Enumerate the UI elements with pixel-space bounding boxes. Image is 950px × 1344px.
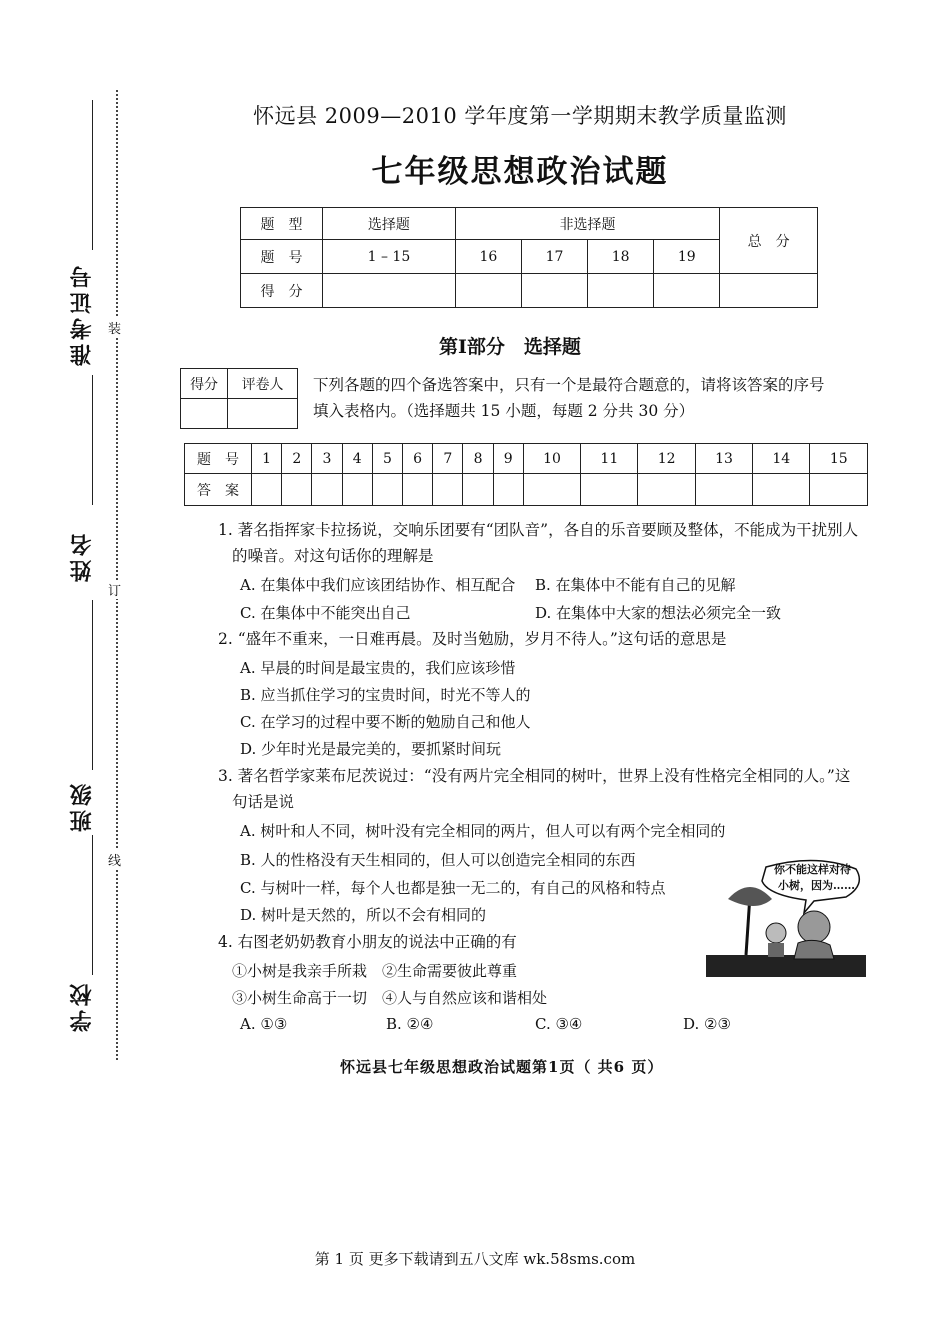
q2-option-a: A. 早晨的时间是最宝贵的，我们应该珍惜 [240,659,516,677]
name-label: 姓名 [69,530,95,582]
score-table-cell: 选择题 [323,208,456,240]
q2-option-b: B. 应当抓住学习的宝贵时间，时光不等人的 [240,686,531,704]
answer-cell[interactable] [753,474,810,506]
answer-table-number: 13 [695,444,752,474]
class-label: 班级 [69,780,95,832]
q4-option-c: C. ③④ [535,1015,583,1033]
q1-option-c: C. 在集体中不能突出自己 [240,604,411,622]
answer-cell[interactable] [282,474,312,506]
score-table-cell: 1 – 15 [323,240,456,274]
exam-header: 怀远县 2009—2010 学年度第一学期期末教学质量监测 [253,104,787,128]
answer-cell[interactable] [581,474,638,506]
q3-option-d: D. 树叶是天然的，所以不会有相同的 [240,906,487,924]
binding-zhuang: 装 [108,318,121,337]
score-table-cell: 总 分 [720,208,818,274]
cartoon-illustration [706,855,866,980]
q2-option-c: C. 在学习的过程中要不断的勉励自己和他人 [240,713,531,731]
answer-table-number: 10 [523,444,580,474]
score-table-cell: 17 [521,240,587,274]
q2-option-d: D. 少年时光是最完美的，要抓紧时间玩 [240,740,502,758]
answer-table-label: 答 案 [185,474,252,506]
q1-stem: 的噪音。对这句话你的理解是 [232,547,434,565]
answer-table-number: 15 [810,444,868,474]
answer-table-number: 6 [403,444,433,474]
q1-option-d: D. 在集体中大家的想法必须完全一致 [535,604,782,622]
q4-option-d: D. ②③ [683,1015,731,1033]
answer-cell[interactable] [312,474,342,506]
answer-cell[interactable] [463,474,493,506]
answer-table-number: 11 [581,444,638,474]
score-table-cell: 题 号 [241,240,323,274]
score-table-cell: 16 [455,240,521,274]
section1-instruction: 填入表格内。（选择题共 15 小题，每题 2 分共 30 分） [313,402,695,420]
name-line-top [92,375,93,505]
score-table-cell [588,274,654,308]
q4-option-b: B. ②④ [386,1015,434,1033]
q1-stem: 1. 著名指挥家卡拉扬说，交响乐团要有“团队音”，各自的乐音要顾及整体，不能成为干扰别人 [218,521,859,539]
section1-title: 第Ⅰ部分 选择题 [439,336,581,358]
answer-cell[interactable] [372,474,402,506]
page-footer: 怀远县七年级思想政治试题第1页（ 共6 页） [340,1058,664,1076]
answer-cell[interactable] [252,474,282,506]
grader-label: 得分 [181,369,228,399]
score-table-cell [521,274,587,308]
cartoon-bubble-text: 小树，因为…… [778,879,855,892]
score-table-cell: 非选择题 [455,208,719,240]
score-table [240,207,818,308]
cartoon-bubble-text: 你不能这样对待 [774,863,851,876]
q3-option-c: C. 与树叶一样，每个人也都是独一无二的，有自己的风格和特点 [240,879,666,897]
answer-table-number: 2 [282,444,312,474]
score-table-cell: 19 [654,240,720,274]
answer-cell[interactable] [810,474,868,506]
answer-cell[interactable] [433,474,463,506]
answer-table-number: 12 [638,444,695,474]
answer-cell[interactable] [523,474,580,506]
q4-statements: ①小树是我亲手所栽 ②生命需要彼此尊重 [232,962,518,980]
q3-stem: 句话是说 [232,793,295,811]
answer-table-number: 8 [463,444,493,474]
answer-table-number: 4 [342,444,372,474]
binding-ding: 订 [108,580,121,599]
q3-option-a: A. 树叶和人不同，树叶没有完全相同的两片，但人可以有两个完全相同的 [240,822,726,840]
score-table-cell: 18 [588,240,654,274]
answer-cell[interactable] [695,474,752,506]
section1-instruction: 下列各题的四个备选答案中，只有一个是最符合题意的，请将该答案的序号 [313,376,825,394]
q4-statements: ③小树生命高于一切 ④人与自然应该和谐相处 [232,989,548,1007]
score-table-cell [654,274,720,308]
class-line-top [92,600,93,770]
answer-table-label: 题 号 [185,444,252,474]
score-table-cell [455,274,521,308]
school-label: 学校 [69,980,95,1032]
q1-option-a: A. 在集体中我们应该团结协作、相互配合 [240,576,516,594]
binding-xian: 线 [108,850,121,869]
exam-title: 七年级思想政治试题 [371,154,669,190]
school-line-top [92,835,93,975]
q2-stem: 2. “盛年不重来，一日难再晨。及时当勉励，岁月不待人。”这句话的意思是 [218,630,727,648]
exam-no-label: 准考证号 [69,262,95,366]
binding-dotted-line [116,90,118,1060]
answer-cell[interactable] [493,474,523,506]
q3-option-b: B. 人的性格没有天生相同的，但人可以创造完全相同的东西 [240,851,636,869]
q3-stem: 3. 著名哲学家莱布尼茨说过：“没有两片完全相同的树叶，世界上没有性格完全相同的人。”这 [218,767,851,785]
answer-cell[interactable] [638,474,695,506]
score-table-cell [720,274,818,308]
answer-table-number: 14 [753,444,810,474]
answer-table-number: 1 [252,444,282,474]
q1-option-b: B. 在集体中不能有自己的见解 [535,576,736,594]
answer-table-number: 5 [372,444,402,474]
answer-cell[interactable] [342,474,372,506]
score-table-cell: 题 型 [241,208,323,240]
score-table-cell [323,274,456,308]
grader-label: 评卷人 [228,369,298,399]
site-footer: 第 1 页 更多下载请到五八文库 wk.58sms.com [314,1250,636,1268]
answer-table-number: 7 [433,444,463,474]
answer-table-number: 9 [493,444,523,474]
answer-table [184,443,868,506]
q4-option-a: A. ①③ [240,1015,288,1033]
q4-stem: 4. 右图老奶奶教育小朋友的说法中正确的有 [218,933,517,951]
grader-box [180,368,298,429]
score-table-cell: 得 分 [241,274,323,308]
answer-cell[interactable] [403,474,433,506]
answer-table-number: 3 [312,444,342,474]
